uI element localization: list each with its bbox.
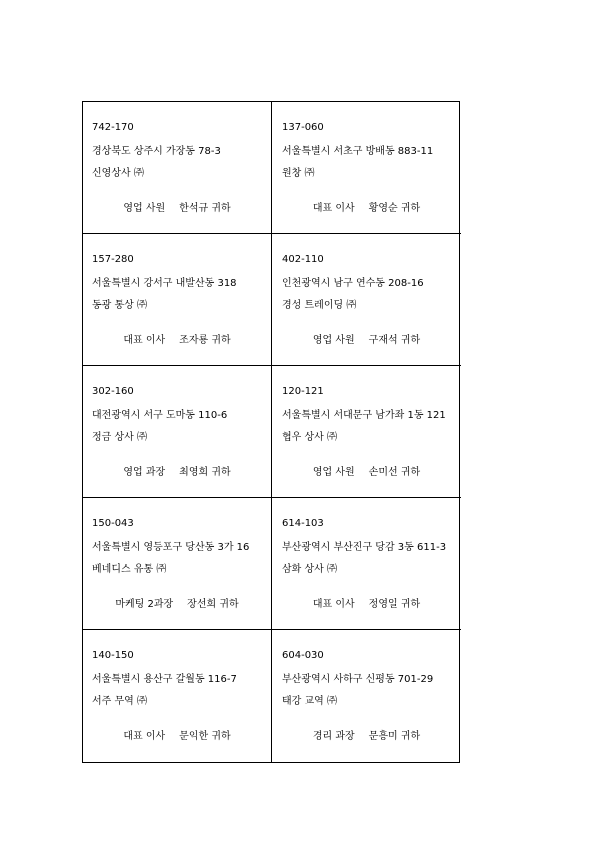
recipient-name: 황영순 귀하 <box>368 203 421 214</box>
address-label <box>272 366 461 498</box>
postal-code: 604-030 <box>282 650 324 661</box>
address-label <box>83 630 272 762</box>
street-address: 대전광역시 서구 도마동 110-6 <box>92 410 228 421</box>
company-name: 베네디스 유통 ㈜ <box>92 564 167 575</box>
recipient-line <box>281 467 452 479</box>
recipient-name: 한석규 귀하 <box>179 203 231 214</box>
street-address: 서울특별시 용산구 갈월동 116-7 <box>92 674 237 685</box>
company-name: 경성 트레이딩 ㈜ <box>282 300 357 311</box>
company-name: 동광 통상 ㈜ <box>92 300 147 311</box>
recipient-title: 영업 사원 <box>312 467 355 478</box>
recipient-line <box>281 599 452 611</box>
recipient-line <box>281 731 452 743</box>
street-address: 경상북도 상주시 가장동 78-3 <box>92 146 221 157</box>
recipient-title: 경리 과장 <box>312 731 355 742</box>
street-address: 부산광역시 사하구 신평동 701-29 <box>282 674 434 685</box>
recipient-line <box>92 731 262 743</box>
street-address: 서울특별시 영등포구 당산동 3가 16 <box>92 542 250 553</box>
company-name: 삼화 상사 ㈜ <box>282 564 337 575</box>
recipient-name: 손미선 귀하 <box>368 467 421 478</box>
recipient-line <box>281 335 452 347</box>
postal-code: 402-110 <box>282 254 324 265</box>
recipient-title: 대표 이사 <box>123 335 166 346</box>
recipient-title: 영업 과장 <box>123 467 166 478</box>
recipient-title: 영업 사원 <box>123 203 166 214</box>
postal-code: 140-150 <box>92 650 134 661</box>
address-label <box>83 366 272 498</box>
address-label <box>272 630 461 762</box>
recipient-title: 마케팅 2과장 <box>115 599 174 610</box>
recipient-name: 정영일 귀하 <box>368 599 421 610</box>
postal-code: 120-121 <box>282 386 324 397</box>
recipient-title: 대표 이사 <box>123 731 166 742</box>
street-address: 인천광역시 남구 연수동 208-16 <box>282 278 424 289</box>
recipient-line <box>92 335 262 347</box>
address-label <box>272 102 461 234</box>
postal-code: 137-060 <box>282 122 324 133</box>
address-label <box>83 498 272 630</box>
postal-code: 157-280 <box>92 254 134 265</box>
recipient-line <box>92 599 262 611</box>
street-address: 부산광역시 부산진구 당감 3동 611-3 <box>282 542 447 553</box>
recipient-name: 문익한 귀하 <box>179 731 231 742</box>
company-name: 신영상사 ㈜ <box>92 168 144 179</box>
street-address: 서울특별시 서초구 방배동 883-11 <box>282 146 434 157</box>
recipient-line <box>92 203 262 215</box>
address-label <box>272 234 461 366</box>
recipient-name: 최영희 귀하 <box>179 467 231 478</box>
recipient-title: 대표 이사 <box>312 203 355 214</box>
postal-code: 614-103 <box>282 518 324 529</box>
postal-code: 302-160 <box>92 386 134 397</box>
company-name: 서주 무역 ㈜ <box>92 696 147 707</box>
address-label <box>83 234 272 366</box>
company-name: 원창 ㈜ <box>282 168 315 179</box>
address-label <box>272 498 461 630</box>
recipient-name: 구재석 귀하 <box>368 335 421 346</box>
street-address: 서울특별시 강서구 내발산동 318 <box>92 278 237 289</box>
recipient-title: 영업 사원 <box>312 335 355 346</box>
recipient-name: 조자룡 귀하 <box>179 335 231 346</box>
company-name: 태강 교역 ㈜ <box>282 696 337 707</box>
company-name: 협우 상사 ㈜ <box>282 432 337 443</box>
street-address: 서울특별시 서대문구 남가좌 1동 121 <box>282 410 446 421</box>
recipient-title: 대표 이사 <box>312 599 355 610</box>
recipient-line <box>92 467 262 479</box>
address-label <box>83 102 272 234</box>
postal-code: 150-043 <box>92 518 134 529</box>
postal-code: 742-170 <box>92 122 134 133</box>
company-name: 정금 상사 ㈜ <box>92 432 147 443</box>
recipient-line <box>281 203 452 215</box>
label-sheet <box>82 101 460 763</box>
recipient-name: 장선희 귀하 <box>187 599 239 610</box>
recipient-name: 문흥미 귀하 <box>368 731 421 742</box>
